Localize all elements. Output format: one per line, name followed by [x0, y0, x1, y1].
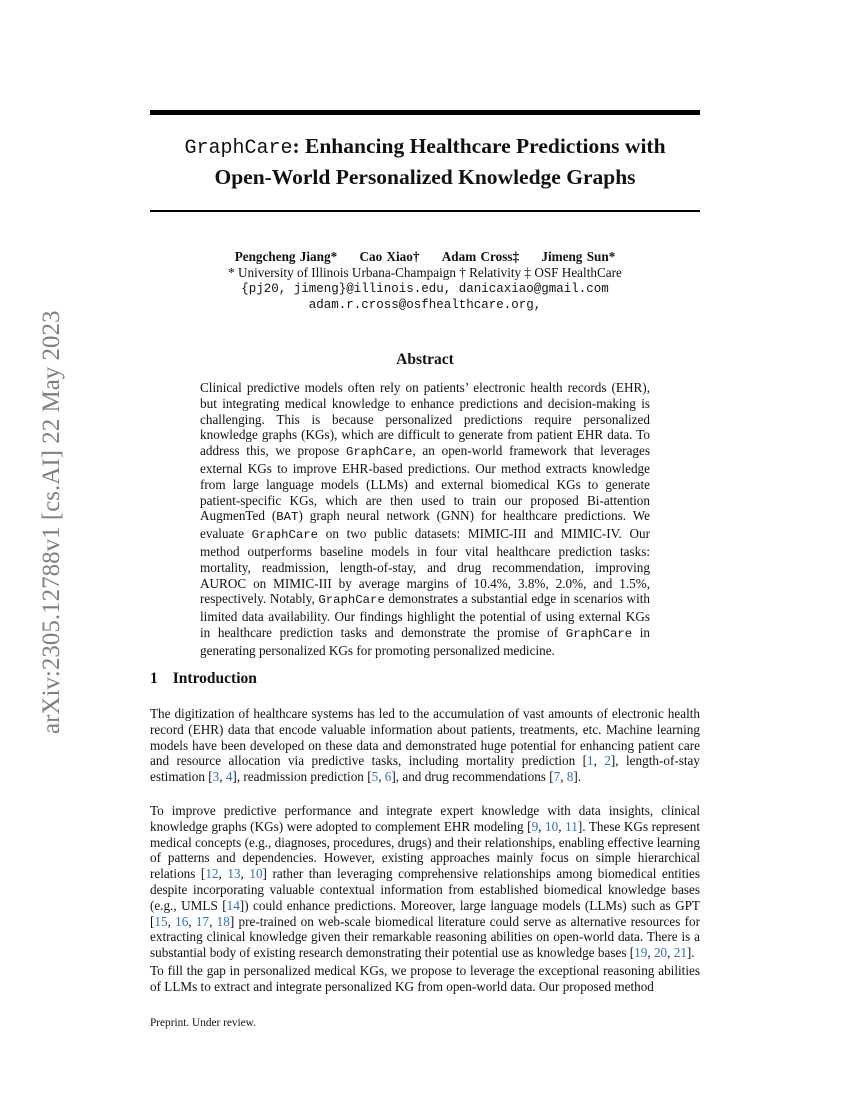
abstract-body [200, 380, 650, 659]
section-title: Introduction [172, 670, 257, 687]
abstract-text: ) graph neural network (GNN) for healthcare predictions. We evaluate [200, 508, 651, 542]
citation-link[interactable]: 5 [371, 769, 379, 785]
citation-link[interactable]: 15 [154, 913, 168, 929]
author-name: Adam Cross‡ [441, 249, 520, 264]
paragraph-text: ], length-of-stay estimation [ [150, 753, 700, 785]
citation-link[interactable]: 10 [249, 866, 263, 882]
abstract-text: in generating personalized KGs for promoting personalized medicine. [200, 624, 650, 658]
paragraph-text: The digitization of healthcare systems has led to the accumulation of vast amounts of electronic health record (EHR) data that encode valuable information about patients, treatments, etc. Machine learning models have been developed on these data and demonstrated huge potential for enhancing patient care and resource allocation via predictive tasks, including mortality prediction [ [150, 706, 700, 769]
paragraph-text: ] rather than leveraging comprehensive relationships among biomedical entities despite incorporating valuable contextual information from established biomedical knowledge bases (e.g., UMLS [ [150, 866, 701, 913]
citation-link[interactable]: 17 [195, 913, 210, 929]
citation-link[interactable]: 6 [384, 769, 392, 785]
paragraph-text: ] pre-trained on web-scale biomedical literature could serve as alternative resources for extracting clinical knowledge given their remarkable reasoning abilities on open-world data. There is a substantial body of existing research demonstrating their potential use as knowledge bases [ [150, 913, 701, 961]
abstract-text: on two public datasets: MIMIC-III and MIMIC-IV. Our method outperforms baseline models in four vital healthcare prediction tasks: mortality, readmission, length-of-stay, and drug recommendation, improving AUROC on MIMIC-III by average margins of 10.4%, 3.8%, 2.0%, and 1.5%, respectively. Notably, [200, 526, 650, 607]
abstract-heading: Abstract [396, 351, 454, 368]
abstract-system-name: GraphCare [565, 626, 633, 641]
citation-link[interactable]: 18 [216, 913, 230, 929]
citation-link[interactable]: 19 [634, 945, 648, 961]
paragraph-text: ]) could enhance predictions. Moreover, large language models (LLMs) such as GPT [ [150, 897, 700, 929]
citation-link[interactable]: 16 [175, 913, 189, 929]
citation-link[interactable]: 11 [565, 818, 578, 834]
abstract-text: Clinical predictive models often rely on patients’ electronic health records (EHR), but integrating medical knowledge to enhance predictions and decision-making is challenging. This is because personalized predictions require personalized knowledge graphs (KGs), which are difficult to generate from patient EHR data. To address this, we propose [200, 380, 650, 459]
intro-paragraph-1: The digitization of healthcare systems has led to the accumulation of vast amounts of electronic health record (EHR) data that encode valuable information about patients, treatments, etc. Machine learning models have been developed on these data and demonstrated huge potential for enhancing patient care and resource allocation via predictive tasks, including mortality prediction [1, 2], length-of-stay estimation [3, 4], readmission prediction [5, 6], and drug recommendations [7, 8]. [150, 706, 700, 785]
intro-paragraph-3: To fill the gap in personalized medical KGs, we propose to leverage the exceptional reasoning abilities of LLMs to extract and integrate personalized KG from open-world data. Our proposed method [150, 963, 700, 994]
citation-link[interactable]: 2 [604, 753, 611, 769]
abstract-text: demonstrates a substantial edge in scenarios with limited data availability. Our findings highlight the potential of using external KGs in healthcare prediction tasks and demonstrate the promise of [200, 591, 650, 640]
citation-link[interactable]: 12 [205, 866, 219, 882]
citation-link[interactable]: 4 [225, 769, 233, 785]
citation-link[interactable]: 13 [227, 866, 241, 882]
author-block [150, 249, 700, 313]
abstract-system-name: GraphCare [251, 528, 319, 543]
title-top-rule [150, 110, 700, 115]
author-names [150, 249, 700, 265]
title-bottom-rule [150, 210, 700, 212]
abstract-text: , an open-world framework that leverages external KGs to improve EHR-based predictions. Our method extracts knowledge from large language models (LLMs) and external biomedical KGs to generate patient-specific KGs, which are then used to train our proposed Bi-attention AugmenTed ( [200, 443, 651, 524]
title-line1: : Enhancing Healthcare Predictions with [292, 134, 666, 158]
abstract-system-name: GraphCare [318, 593, 385, 608]
intro-paragraph-2: To improve predictive performance and integrate expert knowledge with data insights, clinical knowledge graphs (KGs) were adopted to complement EHR modeling [9, 10, 11]. These KGs represent medical concepts (e.g., diagnoses, procedures, drugs) and their relationships, enabling effective learning of patterns and dependencies. However, existing approaches mainly focus on simple hierarchical relations [12, 13, 10] rather than leveraging comprehensive relationships among biomedical entities despite incorporating valuable contextual information from established biomedical knowledge bases (e.g., UMLS [14]) could enhance predictions. Moreover, large language models (LLMs) such as GPT [15, 16, 17, 18] pre-trained on web-scale biomedical literature could serve as alternative resources for extracting clinical knowledge given their remarkable reasoning abilities on open-world data. There is a substantial body of existing research demonstrating their potential use as knowledge bases [19, 20, 21]. [150, 803, 701, 961]
citation-link[interactable]: 20 [653, 945, 668, 961]
paper-title [150, 132, 700, 191]
paragraph-text: ]. [686, 945, 695, 961]
citation-link[interactable]: 3 [212, 769, 220, 785]
section-number: 1 [150, 670, 158, 687]
citation-link[interactable]: 14 [226, 897, 240, 913]
citation-link[interactable]: 8 [566, 769, 574, 785]
author-emails-line1: {pj20, jimeng}@illinois.edu, danicaxiao@gmail.com [241, 282, 609, 296]
footer-note: Preprint. Under review. [150, 1017, 256, 1029]
paragraph-text: ]. [573, 769, 582, 785]
author-affiliations: * University of Illinois Urbana-Champaign † Relativity ‡ OSF HealthCare [228, 265, 622, 280]
paragraph-text: To improve predictive performance and integrate expert knowledge with data insights, clinical knowledge graphs (KGs) were adopted to complement EHR modeling [ [150, 803, 700, 834]
citation-link[interactable]: 10 [545, 818, 559, 834]
paragraph-text: ], and drug recommendations [ [391, 769, 554, 785]
author-name: Jimeng Sun* [541, 249, 616, 264]
citation-link[interactable]: 21 [673, 945, 687, 961]
author-name: Pengcheng Jiang* [234, 249, 338, 264]
section-heading-introduction [150, 670, 257, 688]
author-name: Cao Xiao† [359, 249, 420, 264]
abstract-bat-name: BAT [276, 510, 299, 525]
abstract-system-name: GraphCare [345, 445, 413, 460]
citation-link[interactable]: 9 [531, 818, 539, 834]
arxiv-identifier: arXiv:2305.12788v1 [cs.AI] 22 May 2023 [38, 310, 65, 734]
title-line2: Open-World Personalized Knowledge Graphs [214, 165, 636, 189]
title-system-name: GraphCare [184, 137, 293, 160]
paragraph-text: ], readmission prediction [ [232, 769, 372, 785]
paragraph-text: ]. These KGs represent medical concepts (e.g., diagnoses, procedures, drugs) and their relationships, enabling effective learning of patterns and dependencies. However, existing approaches mainly focus on simple hierarchical relations [ [150, 818, 700, 882]
citation-link[interactable]: 1 [587, 753, 594, 769]
citation-link[interactable]: 7 [553, 769, 561, 785]
author-emails-line2: adam.r.cross@osfhealthcare.org, [308, 298, 542, 312]
